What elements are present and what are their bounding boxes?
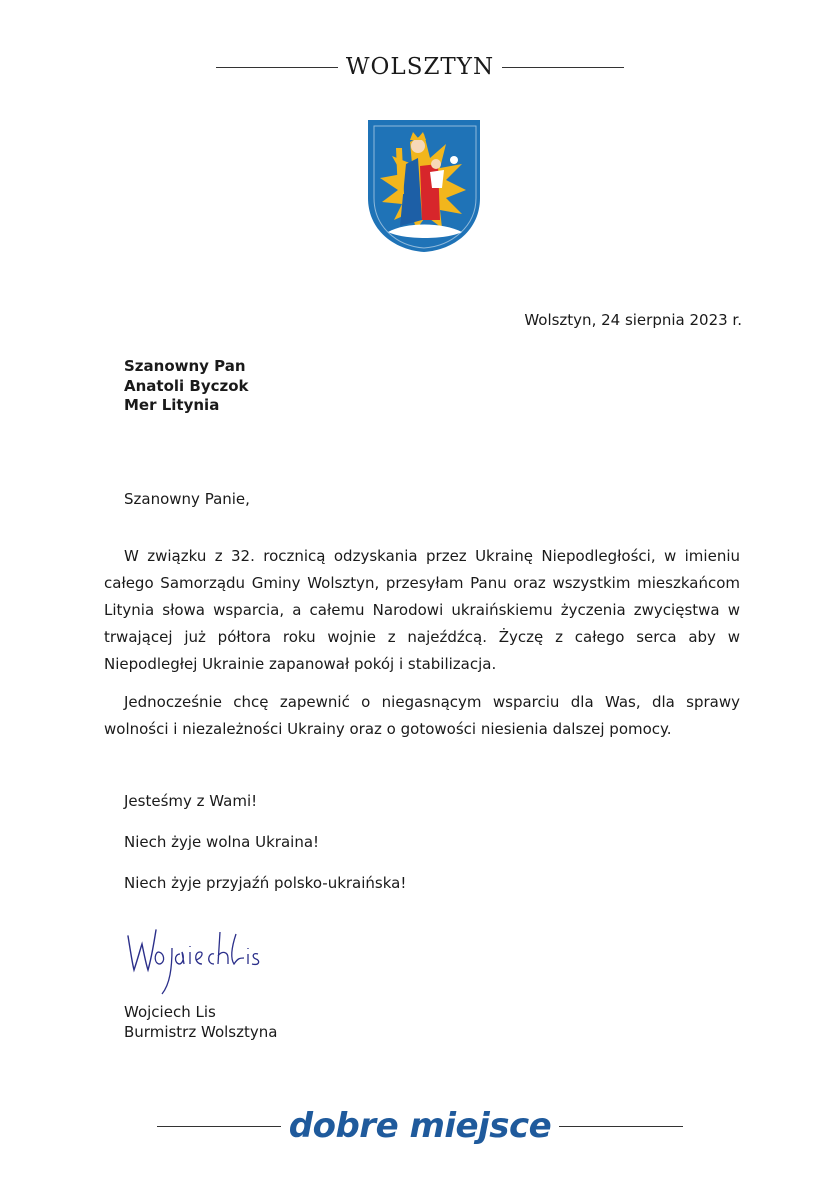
footer: [0, 1104, 840, 1148]
signer-title: Burmistrz Wolsztyna: [124, 1022, 278, 1041]
body-paragraph: W związku z 32. rocznicą odzyskania przez Ukrainę Niepodległości, w imieniu całego Samorządu Gminy Wolsztyn, przesyłam Panu oraz wszystkim mieszkańcom Litynia słowa wsparcia, a całemu Narodowi ukraińskiemu życzenia zwycięstwa w trwającej już półtora roku wojnie z najeźdźcą. Życzę z całego serca aby w Niepodległej Ukrainie zapanował pokój i stabilizacja.: [104, 547, 740, 673]
letterhead: [0, 50, 840, 84]
addressee-line: Mer Litynia: [124, 396, 220, 414]
header-rule-left: [216, 67, 338, 68]
footer-slogan: dobre miejsce: [288, 1106, 552, 1146]
signer-name: Wojciech Lis: [124, 1003, 216, 1021]
brand-name: WOLSZTYN: [345, 54, 495, 80]
wolsztyn-coat-of-arms-icon: [366, 118, 482, 254]
closing-line: Niech żyje przyjaźń polsko-ukraińska!: [124, 874, 407, 892]
closing-block: [124, 792, 406, 915]
header-rule-right: [502, 67, 624, 68]
closing-line: Jesteśmy z Wami!: [124, 792, 258, 810]
signer-block: [124, 1003, 277, 1042]
footer-rule-right: [559, 1126, 683, 1127]
addressee-block: [124, 357, 249, 416]
body-paragraph: Jednocześnie chcę zapewnić o niegasnącym wsparciu dla Was, dla sprawy wolności i niezależności Ukrainy oraz o gotowości niesienia dalszej pomocy.: [104, 693, 740, 738]
closing-line: Niech żyje wolna Ukraina!: [124, 833, 320, 851]
letter-date: Wolsztyn, 24 sierpnia 2023 r.: [524, 311, 742, 329]
letter-body: [104, 543, 740, 754]
addressee-line: Szanowny Pan: [124, 357, 246, 375]
addressee-line: Anatoli Byczok: [124, 376, 249, 395]
salutation: Szanowny Panie,: [124, 490, 250, 508]
footer-rule-left: [157, 1126, 281, 1127]
handwritten-signature: [122, 918, 262, 1000]
